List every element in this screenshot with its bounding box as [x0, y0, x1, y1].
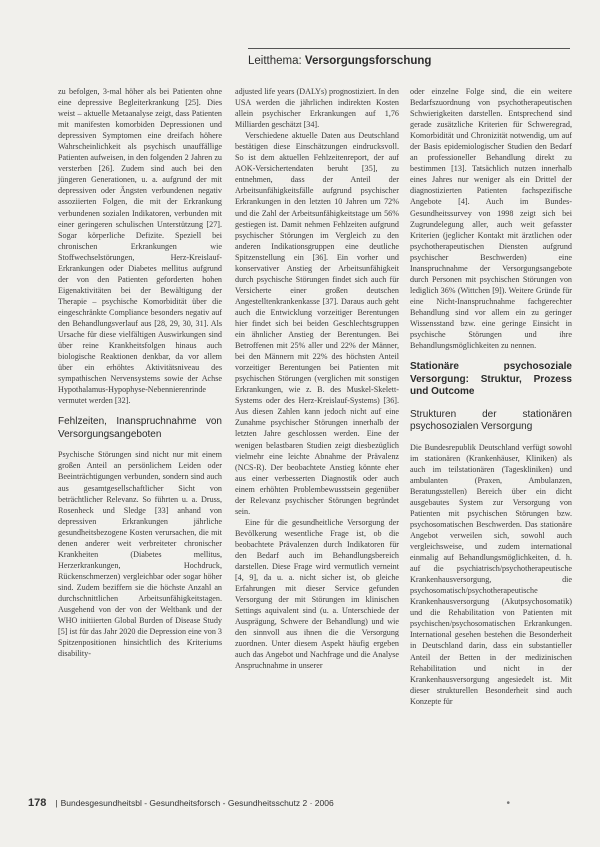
text-column-1: [58, 86, 222, 659]
paragraph: zu befolgen, 3-mal höher als bei Patienten ohne eine depressive Begleiterkrankung [25]. Dies weist – aktuelle Metaanalyse zeigt, dass Patienten mit manifesten komorbiden Depressionen und depressiven Symptomen eine dreifach höhere Wahrscheinlichkeit als psychisch unauffällige Patienten aufweisen, in den folgenden 2 Jahren zu versterben [26]. Zudem sind auch bei den jüngeren Generationen, u. a. aufgrund der mit depressiven oder Ängsten verbundenen negativ assoziierten Folgen, die mit der Erkrankung verbundenen sozialen Indikatoren, verbunden mit einer geringeren schulischen Unterstützung [27]. Sogar körperliche Defizite. Speziell bei chronischen Erkrankungen wie Stoffwechselstörungen, Herz-Kreislauf-Erkrankungen oder Diabetes mellitus aufgrund der von den Patienten geforderten hohen Eigenaktivitäten bei der Bewältigung der Therapie – psychische Komorbidität über die eingeschränkte Compliance besonders negativ auf den Behandlungsverlauf aus [28, 29, 30, 31]. Als Ursache für diese vielfältigen Auswirkungen sind über reine Krankheitsfolgen hinaus auch biologische Reaktionen denkbar, da vor allem über ein erhöhtes Aktivitätsniveau des sympathischen Nervensystems sowie der Achse Hypothalamus-Hypophyse-Nebennierenrinde vermutet werden [32].: [58, 87, 222, 406]
paragraph: oder einzelne Folge sind, die ein weitere Bedarfszuordnung von psychotherapeutischen Schwierigkeiten darstellen. Entsprechend sind gerade zusätzliche Kriterien für Schweregrad, Komorbidität und Chronizität notwendig, um auf der Basis epidemiologischer Studien den Bedarf an professioneller Behandlung direkt zu bestimmen [13]. Tatsächlich nutzen innerhalb eines Jahres nur weniger als ein Drittel der diagnostizierten Patienten fachspezifische Angebote [4]. Auch im Bundes-Gesundheitssurvey von 1998 zeigt sich bei Zugrundelegung aller, auch weit gefasster Kriterien (jeglicher Kontakt mit ärztlichen oder psychotherapeutischen Diensten aufgrund psychischer Beschwerden) eine Inanspruchnahme der Versorgungsangebote durch Personen mit psychischen Störungen von lediglich 36% (Wittchen [9]). Weitere Gründe für eine Nicht-Inanspruchnahme fachgerechter Behandlung sind vor allem ein zu geringer Wissensstand bzw. eine geringe Einsicht in psychische Störungen und ihre Behandlungsmöglichkeiten zu nennen.: [410, 87, 572, 351]
paragraph: Eine für die gesundheitliche Versorgung der Bevölkerung wesentliche Frage ist, ob die beobachtete Prävalenzen durch Indikatoren für den Bedarf auch im Behandlungsbereich darstellen. Diese Frage wird vermutlich verneint [4, 9], da u. a. nicht sicher ist, ob gleiche Erfahrungen mit dieser Service gefunden Versorgung der mit Störungen im klinischen Settings aquivalent sind (u. a. Unterschiede der Ausprägung, Schwere der Behandlung) und wie den sinnvoll aus ihnen die die Versorgung zuordnen. Unter diesem Aspekt häufig ergeben auch das Angebot und Nachfrage und die Analyse Anspruchnahme in unserer: [235, 517, 399, 671]
paragraph: Die Bundesrepublik Deutschland verfügt sowohl im stationären (Krankenhäuser, Kliniken) als auch im teilstationären (Tageskliniken) und ambulanten (Praxen, Ambulanzen, Beratungsstellen) Bereich über ein dicht ausgebautes System zur Versorgung von Patienten mit psychischen Störungen bzw. psychosomatischen Beschwerden. Das stationäre Angebot verweilen sich, sowohl auch vergleichsweise, und zudem international einmalig auf Behandlungsmöglichkeiten, d. h. auf die psychiatrisch/psychotherapeutische Krankenhausversorgung, die psychosomatisch/psychotherapeutische Krankenhausversorgung (Akutpsychosomatik) und die Rehabilitation von Patienten mit psychischen/psychosomatischen Erkrankungen. International gesehen bestehen die Besonderheit in Deutschland darin, dass ein substantieller Anteil der Betten in der medizinischen Rehabilitation und nicht in der Krankenhausversorgung angesiedelt ist. Mit dieser strukturellen Besonderheit sind auch Konzepte für: [410, 442, 572, 706]
running-header: [248, 48, 570, 67]
registration-mark: •: [506, 797, 510, 809]
journal-citation: Bundesgesundheitsbl - Gesundheitsforsch - Gesundheitsschutz 2 · 2006: [60, 798, 334, 808]
running-header-topic: Versorgungsforschung: [304, 55, 432, 67]
paragraph: Verschiedene aktuelle Daten aus Deutschland bestätigen diese Einschätzungen eindrucksvoll. So ist dem aktuellen Fehlzeitenreport, der auf AOK-Versichertendaten beruht [35], zu entnehmen, dass der Anteil der Arbeitsunfähigkeitsfälle aufgrund psychischer Erkrankungen in den letzten 10 Jahren um 72% und die Zahl der Arbeitsunfähigkeitstage um 56% gestiegen ist. Damit nehmen Fehlzeiten aufgrund psychischer Störungen im Vergleich zu den anderen Indikationsgruppen eine deutliche Spitzenstellung ein [36]. Ein vorher und konservativer Anstieg der Arbeitsunfähigkeit durch psychische Störungen findet sich auch für Versicherte einer großen deutschen Angestelltenkrankenkasse [37]. Daraus auch geht auch die Entwicklung vorzeitiger Berentungen hier findet sich bei beiden Geschlechtsgruppen ein ähnlicher Anstieg der Berentungen. Bei Betroffenen mit 25% aller und 22% der Männer, bei den Männern mit 22% des höchsten Anteil vorzeitiger Berentungen bei Patienten mit psychischen Störungen (verglichen mit sonstigen Erkrankungen, wie z. B. des Muskel-Skelett-Systems oder des Herz-Kreislauf-Systems) [36]. Aus diesen Zahlen kann jedoch nicht auf eine Zunahme psychischer Störungen innerhalb der letzten Jahre geschlossen werden. Eine der wenigen belastbaren Studien zeigt diesbezüglich vielmehr eine leichte Abnahme der Prävalenz (NCS-R). Der beobachtete Anstieg könnte eher aus einer verbesserten Diagnostik oder auch einem erhöhten Problembewusstsein gegenüber der Relevanz psychischer Störungen begründet sein.: [235, 131, 399, 516]
subsection-heading: Strukturen der stationären psychosozialen Versorgung: [410, 408, 572, 433]
page-number: 178: [28, 797, 47, 809]
section-heading: Fehlzeiten, Inanspruchnahme von Versorgungsangeboten: [58, 416, 222, 440]
paragraph: Psychische Störungen sind nicht nur mit einem großen Anteil an persönlichem Leiden oder Beeinträchtigungen verbunden, sondern sind auch aus gesamtgesellschaftlicher Sicht von beträchtlicher Relevanz. So führten u. a. Druss, Rosenheck und Sledge [33] anhand von depressiven Erkrankungen jährliche gesundheitsbezogene Kosten verursachen, die mit denen anderer weit verbreiteter chronischer Krankheiten (Diabetes mellitus, Herzerkrankungen, Hochdruck, Rückenschmerzen) vergleichbar oder sogar höher sind. Zudem beziffern sie die höchste Anzahl an durchschnittlichen Arbeitsunfähigkeitstagen. Ausgehend von der von der Weltbank und der WHO initiierten Global Burden of Disease Study [5] ist für das Jahr 2020 die Depression eine von 3 Spitzenpositionen hinsichtlich des Kriteriums disability-: [58, 450, 222, 659]
section-heading: Stationäre psychosoziale Versorgung: Struktur, Prozess und Outcome: [410, 361, 572, 398]
paragraph: adjusted life years (DALYs) prognostiziert. In den USA werden die jährlichen indirekten Kosten allein psychischer Erkrankungen auf 1,76 Milliarden geschätzt [34].: [235, 87, 399, 130]
running-header-prefix: Leitthema:: [248, 55, 305, 67]
text-column-2: [235, 86, 399, 671]
footer-separator: |: [55, 798, 58, 808]
text-column-3: [410, 86, 572, 707]
page-footer: [28, 797, 570, 809]
